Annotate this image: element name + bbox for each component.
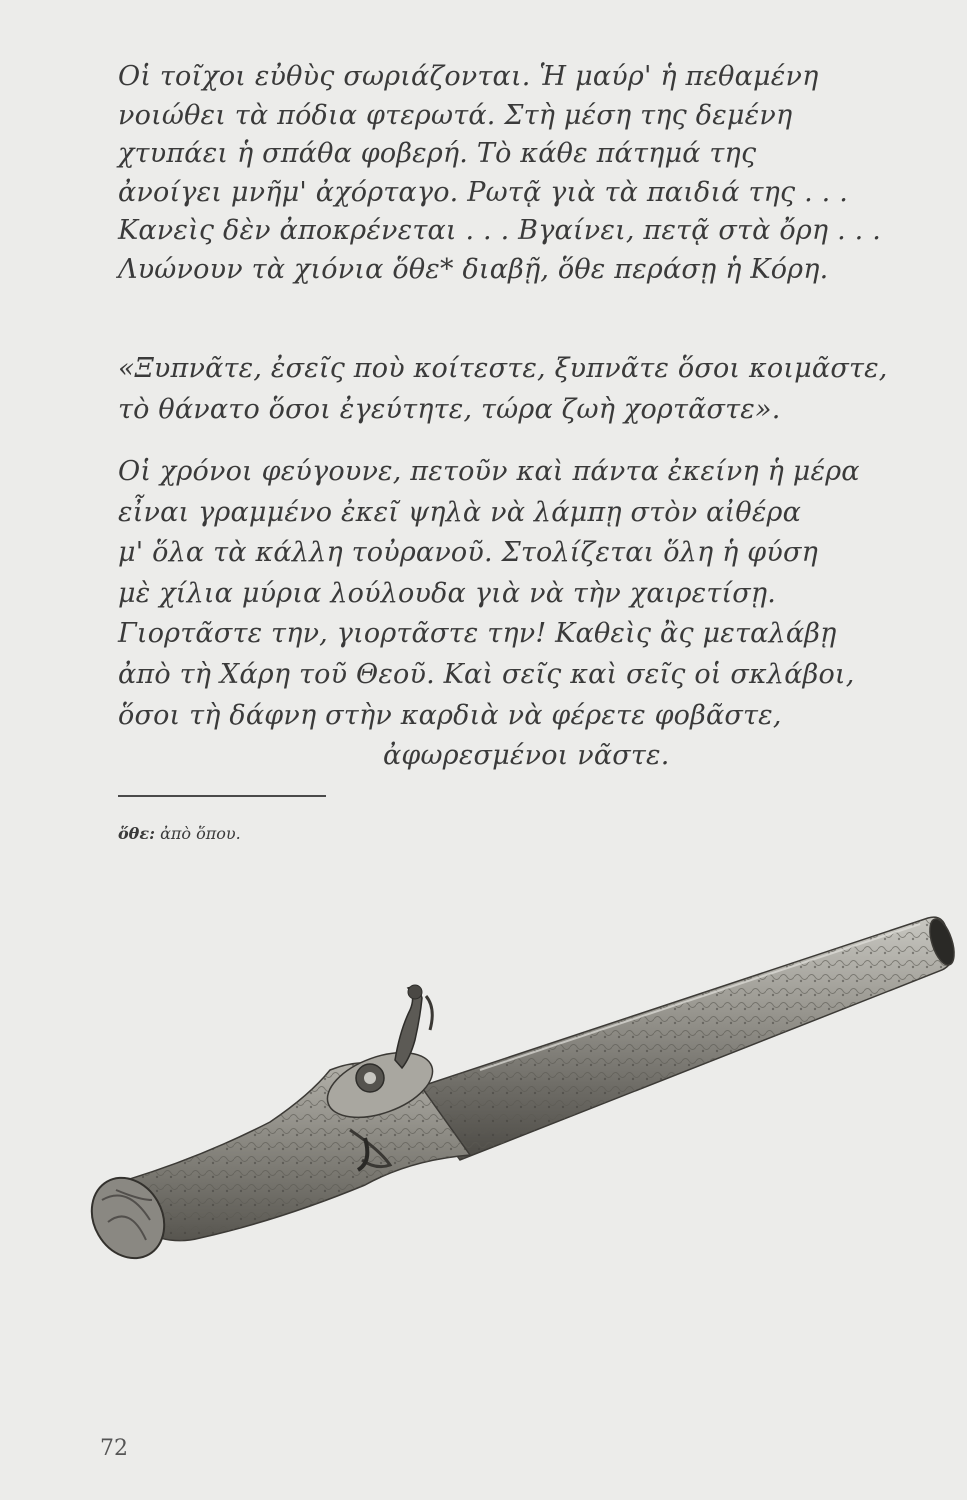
poem-line: Οἱ χρόνοι φεύγουνε, πετοῦν καὶ πάντα ἐκείνη ἡ μέρα	[118, 456, 860, 487]
poem-line: ἀνοίγει μνῆμ' ἀχόρταγο. Ρωτᾷ γιὰ τὰ παιδιά της . . .	[118, 176, 848, 208]
poem-stanza-2	[118, 348, 918, 430]
poem-line: Κανεὶς δὲν ἀποκρένεται . . . Βγαίνει, πετᾷ στὰ ὄρη . . .	[118, 215, 881, 246]
poem-line: Οἱ τοῖχοι εὐθὺς σωριάζονται. Ἡ μαύρ' ἡ πεθαμένη	[118, 61, 819, 92]
flintlock-pistol-illustration	[80, 900, 960, 1270]
poem-line: ἀπὸ τὴ Χάρη τοῦ Θεοῦ. Καὶ σεῖς καὶ σεῖς οἱ σκλάβοι,	[118, 658, 855, 690]
poem-stanza-1	[118, 58, 918, 289]
footnote-definition: ἀπὸ ὅπου.	[160, 824, 241, 843]
poem-line: Λυώνουν τὰ χιόνια ὅθε* διαβῇ, ὅθε περάσῃ ἡ Κόρη.	[118, 253, 829, 285]
poem-line: μ' ὅλα τὰ κάλλη τοὐρανοῦ. Στολίζεται ὅλη ἡ φύση	[118, 537, 819, 569]
poem-line: χτυπάει ἡ σπάθα φοβερή. Τὸ κάθε πάτημά της	[118, 138, 757, 169]
poem-line: νοιώθει τὰ πόδια φτερωτά. Στὴ μέση της δεμένη	[118, 99, 793, 131]
poem-line: μὲ χίλια μύρια λούλουδα γιὰ νὰ τὴν χαιρετίσῃ.	[118, 577, 777, 609]
pistol-barrel	[410, 916, 959, 1160]
footnote-term: ὅθε:	[118, 824, 155, 843]
footnote-divider	[118, 795, 326, 797]
poem-stanza-3	[118, 452, 918, 777]
poem-final-line: ἀφωρεσμένοι νᾶστε.	[383, 740, 670, 772]
footnote	[118, 824, 241, 843]
poem-line: Γιορτᾶστε την, γιορτᾶστε την! Καθεὶς ἂς μεταλάβῃ	[118, 618, 837, 650]
poem-line: ὅσοι τὴ δάφνη στὴν καρδιὰ νὰ φέρετε φοβᾶστε,	[118, 699, 782, 731]
poem-line: «Ξυπνᾶτε, ἐσεῖς ποὺ κοίτεστε, ξυπνᾶτε ὅσοι κοιμᾶστε,	[118, 353, 888, 384]
poem-line: τὸ θάνατο ὅσοι ἐγεύτητε, τώρα ζωὴ χορτᾶστε».	[118, 394, 781, 425]
poem-line: εἶναι γραμμένο ἐκεῖ ψηλὰ νὰ λάμπῃ στὸν αἰθέρα	[118, 496, 802, 528]
page-number: 72	[100, 1436, 128, 1461]
